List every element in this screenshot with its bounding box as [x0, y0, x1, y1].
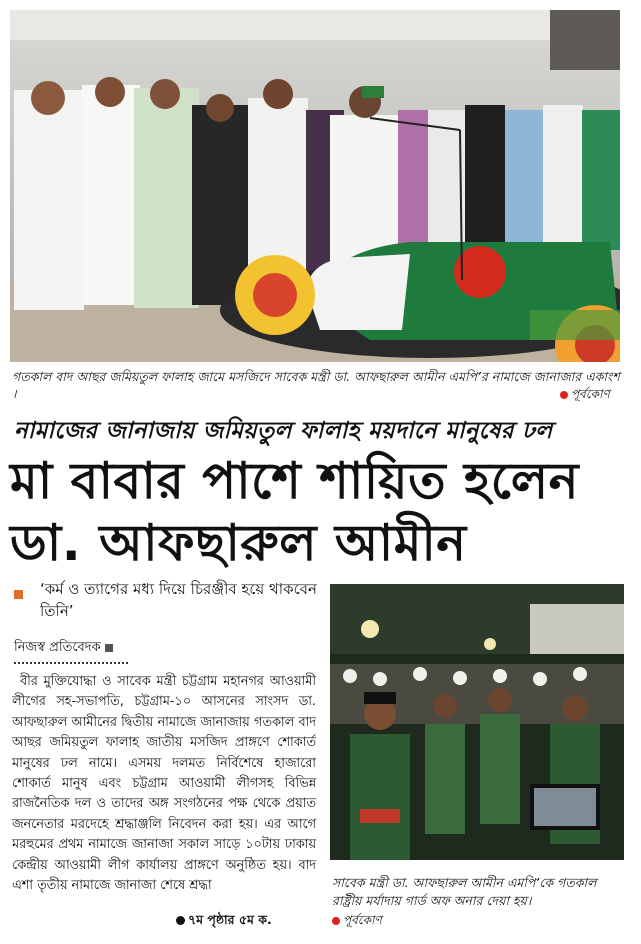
byline-divider: [14, 662, 128, 664]
top-photo-credit: [560, 386, 610, 406]
funeral-prayer-photo: [10, 10, 620, 362]
top-photo-credit-text: পূর্বকোণ: [571, 387, 610, 401]
top-photo-caption: গতকাল বাদ আছর জমিয়তুল ফালাহ জামে মসজিদে সাবেক মন্ত্রী ডা. আফছারুল আমীন এমপি’র নামাজে জানাজার একাংশ ।: [12, 369, 620, 401]
right-photo-caption: সাবেক মন্ত্রী ডা. আফছারুল আমীন এমপি’কে গতকাল রাষ্ট্রীয় মর্যাদায় গার্ড অফ অনার দেয়া হয়।: [332, 875, 597, 908]
continued-dot-icon: [176, 916, 185, 925]
byline: [14, 638, 113, 659]
continued-text: ৭ম পৃষ্ঠার ৫ম ক.: [188, 912, 272, 927]
byline-text: নিজস্ব প্রতিবেদক: [14, 640, 101, 655]
quote-marker-icon: [14, 590, 23, 599]
right-photo-credit-text: পূর্বকোণ: [343, 913, 382, 927]
credit-dot-icon: [560, 391, 568, 399]
guard-of-honor-photo: [330, 584, 624, 860]
main-headline-line-2: ডা. আফছারুল আমীন: [10, 514, 467, 572]
byline-square-icon: [105, 644, 113, 652]
subhead-quote: ‘কর্ম ও ত্যাগের মধ্য দিয়ে চিরঞ্জীব হয়ে থাকবেন তিনি’: [40, 580, 317, 620]
kicker-headline: নামাজের জানাজায় জমিয়তুল ফালাহ ময়দানে মানুষের ঢল: [14, 418, 553, 444]
right-photo-credit: [332, 912, 382, 932]
credit-dot-icon: [332, 917, 340, 925]
main-headline-line-1: মা বাবার পাশে শায়িত হলেন: [10, 452, 579, 510]
continued-on[interactable]: [176, 912, 272, 932]
article-body: বীর মুক্তিযোদ্ধা ও সাবেক মন্ত্রী চট্টগ্রাম মহানগর আওয়ামী লীগের সহ-সভাপতি, চট্টগ্রাম-১০ আসনের সাংসদ ডা. আফছারুল আমীনের দ্বিতীয় নামাজে জানাজায় গতকাল বাদ আছর জমিয়তুল ফালাহ জাতীয় মসজিদ প্রাঙ্গণে শোকার্ত মানুষের ঢল নামে। এসময় দলমত নির্বিশেষে হাজারো শোকার্ত মানুষ এবং চট্টগ্রাম আওয়ামী লীগসহ বিভিন্ন রাজনৈতিক দল ও তাদের অঙ্গ সংগঠনের পক্ষ থেকে প্রয়াত জননেতার মরদেহে শ্রদ্ধাঞ্জলি নিবেদন করা হয়। এর আগে মরহুমের প্রথম নামাজে জানাজা সকাল সাড়ে ১০টায় ঢাকায় কেন্দ্রীয় আওয়ামী লীগ কার্যালয় প্রাঙ্গণে অনুষ্ঠিত হয়। বাদ এশা তৃতীয় নামাজে জানাজা শেষে শ্রদ্ধা: [12, 674, 316, 894]
